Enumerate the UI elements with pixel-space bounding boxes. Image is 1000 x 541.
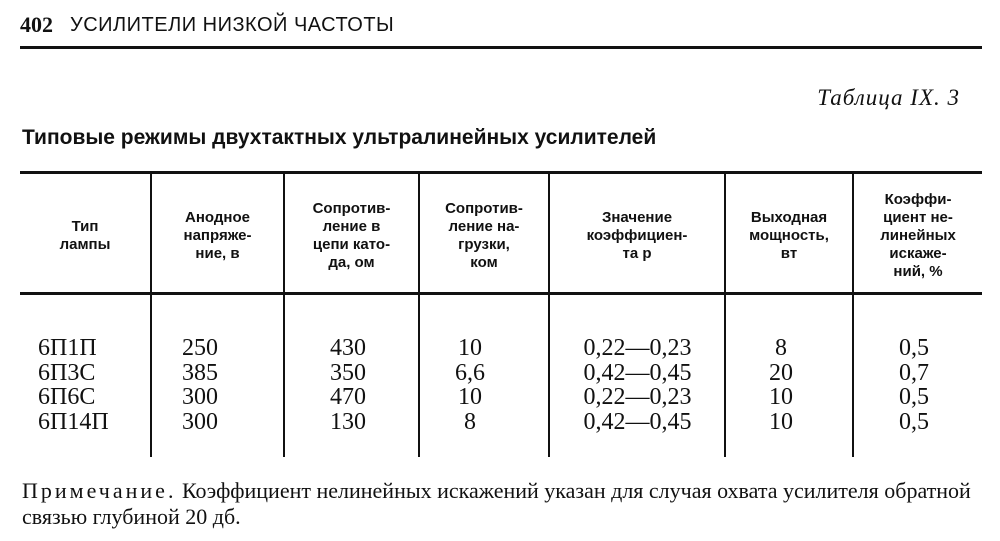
table-row (20, 410, 982, 434)
table-cell: 0,5 (899, 384, 929, 410)
table-row (20, 336, 982, 360)
table-cell: 0,42—0,45 (583, 408, 692, 435)
table-cell: 0,22—0,23 (583, 384, 692, 410)
table-title: Типовые режимы двухтактных ультралинейных усилителей (22, 126, 657, 149)
note-text: Коэффициент нелинейных искажений указан для случая охвата усилителя обратной связью глубиной 20 дб. (22, 478, 971, 529)
table-cell: 8 (464, 408, 476, 435)
header-text: Сопротив- ление в цепи като- да, ом (312, 200, 391, 271)
table-cell: 0,42—0,45 (583, 359, 692, 386)
header-text: Анодное напряже- ние, в (183, 209, 252, 262)
column-header (420, 180, 548, 292)
table-cell: 6П1П (38, 335, 97, 361)
table-cell: 10 (769, 408, 793, 435)
table-cell: 0,5 (899, 408, 929, 435)
header-text: Тип лампы (59, 218, 111, 253)
table-row (20, 361, 982, 385)
column-header (152, 180, 283, 292)
table-cell: 10 (458, 335, 482, 361)
table-cell: 300 (182, 384, 218, 410)
table-cell: 6П3С (38, 359, 96, 386)
table-note (22, 478, 982, 530)
header-text: Сопротив- ление на- грузки, ком (445, 200, 523, 271)
table-cell: 430 (330, 335, 366, 361)
column-header (550, 180, 724, 292)
header-text: Выходная мощность, вт (749, 209, 829, 262)
table-cell: 10 (769, 384, 793, 410)
page-number: 402 (20, 12, 53, 37)
header-text: Коэффи- циент не- линейных искаже- ний, % (880, 191, 956, 280)
column-header (726, 180, 852, 292)
table-cell: 130 (330, 408, 366, 435)
table-header-rule (20, 292, 982, 295)
table-cell: 385 (182, 359, 218, 386)
table-cell: 300 (182, 408, 218, 435)
note-lead: Примечание. (22, 478, 177, 503)
table-cell: 6П6С (38, 384, 96, 410)
column-header (20, 180, 150, 292)
table-cell: 0,5 (899, 335, 929, 361)
table-row (20, 385, 982, 409)
header-rule (20, 46, 982, 49)
running-head: УСИЛИТЕЛИ НИЗКОЙ ЧАСТОТЫ (70, 14, 395, 36)
table-cell: 6,6 (455, 359, 485, 386)
column-header (285, 180, 418, 292)
table-cell: 470 (330, 384, 366, 410)
table-cell: 20 (769, 359, 793, 386)
table-cell: 10 (458, 384, 482, 410)
table-cell: 0,22—0,23 (583, 335, 692, 361)
table-cell: 250 (182, 335, 218, 361)
column-header (854, 180, 982, 292)
table-label: Таблица IX. 3 (817, 85, 960, 110)
table-cell: 8 (775, 335, 787, 361)
header-text: Значение коэффициен- та p (586, 209, 688, 262)
table-cell: 350 (330, 359, 366, 386)
table-top-rule (20, 171, 982, 174)
table-cell: 0,7 (899, 359, 929, 386)
table-cell: 6П14П (38, 408, 109, 435)
